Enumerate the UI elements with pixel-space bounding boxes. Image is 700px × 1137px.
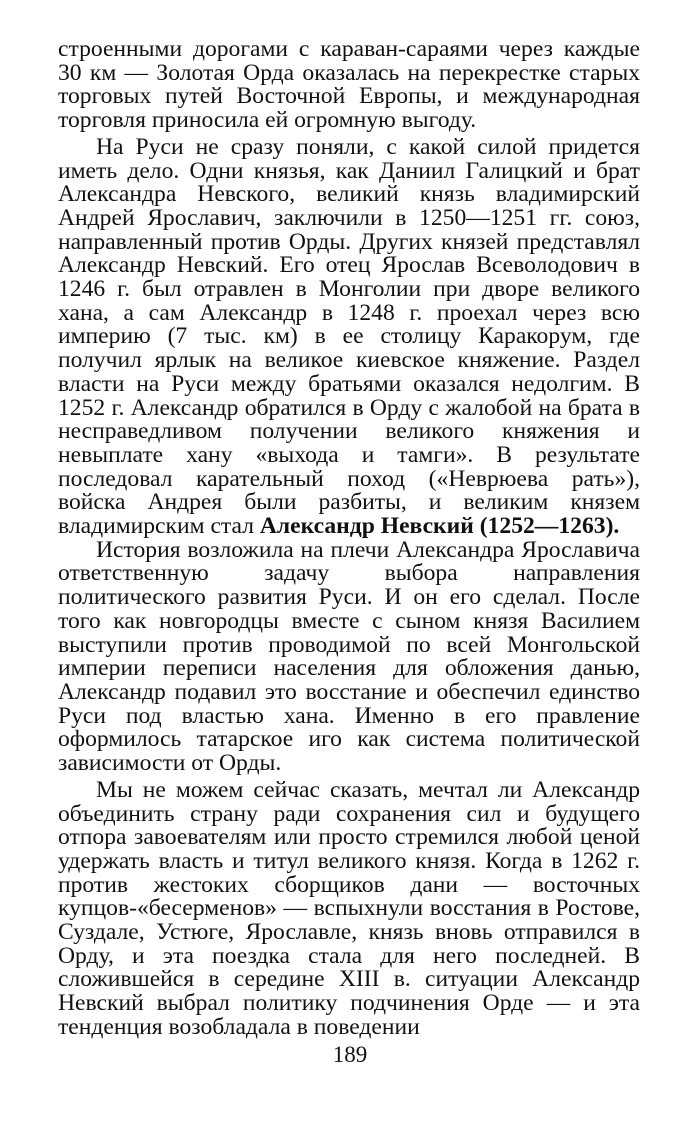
paragraph-rus-princes-text: На Руси не сразу поняли, с какой силой придется иметь дело. Одни князья, как Даниил Галицкий и брат Александра Невского, великий князь владимирский Андрей Ярославич, заключили в 1250—1251 гг. союз, направленный против Орды. Других князей представлял Александр Невский. Его отец Ярослав Всеволодович в 1246 г. был отравлен в Монголии при дворе великого хана, а сам Александр в 1248 г. проехал через всю империю (7 тыс. км) в ее столицу Каракорум, где получил ярлык на великое киевское княжение. Раздел власти на Руси между братьями оказался недолгим. В 1252 г. Александр обратился в Орду с жалобой на брата в несправедливом получении великого княжения и невыплате хану «выхода и тамги». В результате последовал карательный поход («Неврюева рать»), войска Андрея были разбиты, и великим князем владимирским стал <box>58 133 640 540</box>
page-number: 189 <box>332 1042 368 1067</box>
paragraph-history-choice: История возложила на плечи Александра Ярославича ответственную задачу выбора направления политического развития Руси. И он его сделал. После того как новгородцы вместе с сыном князя Василием выступили против проводимой по всей Монгольской империи переписи населения для обложения данью, Александр подавил это восстание и обеспечил единство Руси под властью хана. Именно в его правление оформилось татарское иго как система политической зависимости от Орды. <box>58 536 640 777</box>
paragraph-rus-princes <box>58 133 640 540</box>
paragraph-continuation: строенными дорогами с караван-сараями через каждые 30 км — Золотая Орда оказалась на перекрестке старых торговых путей Восточной Европы, и международная торговля приносила ей огромную выгоду. <box>58 36 640 134</box>
paragraph-alexander-policy: Мы не можем сейчас сказать, мечтал ли Александр объединить страну ради сохранения сил и будущего отпора завоевателям или просто стремился любой ценой удержать власть и титул великого князя. Когда в 1262 г. против жестоких сборщиков дани — восточных купцов-«бесерменов» — вспыхнули восстания в Ростове, Суздале, Устюге, Ярославле, князь вновь отправился в Орду, и эта поездка стала для него последней. В сложившейся в середине XIII в. ситуации Александр Невский выбрал политику подчинения Орде — и эта тенденция возобладала в поведении <box>58 776 640 1040</box>
nevsky-reign-bold: Александр Невский (1252—1263). <box>259 513 620 540</box>
book-page <box>58 38 640 1040</box>
